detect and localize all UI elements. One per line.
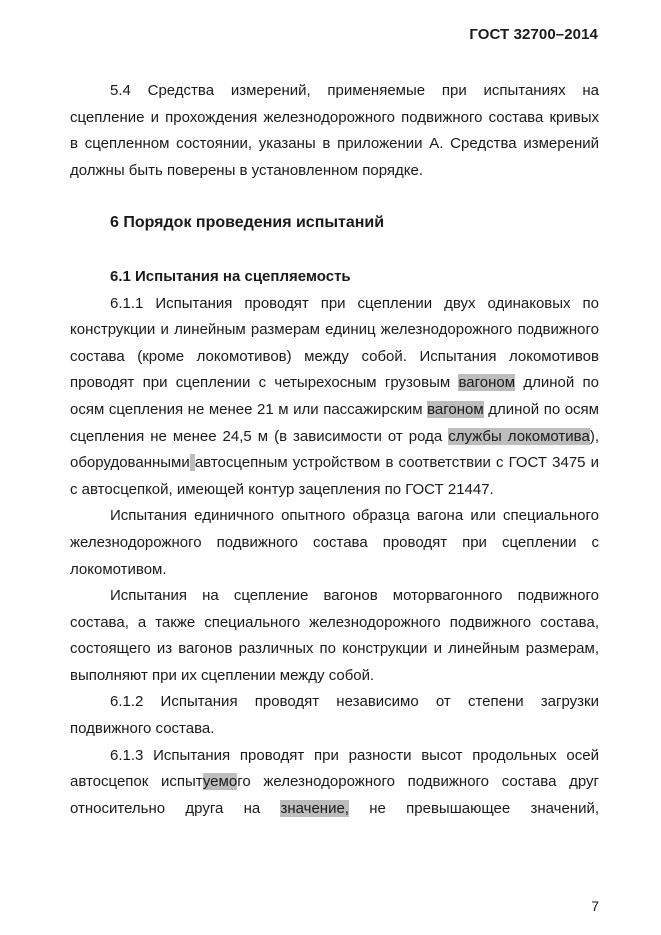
page-number: 7	[591, 898, 599, 914]
text-run: го железнодорожного подвижного состава друг относительно друга на	[70, 773, 600, 817]
highlighted-term: уемо	[202, 773, 238, 791]
text-run: ), оборудованными	[70, 427, 599, 472]
text-run: автосцепным устройством в соответствии с ГОСТ 3475 и с автосцепкой, имеющей контур зацепления по ГОСТ 21447.	[70, 454, 599, 498]
paragraph-mvps: Испытания на сцепление вагонов моторвагонного подвижного состава, а также специального железнодорожного подвижного состава, состоящего из вагонов различных по конструкции и линейным размерам, выполняют при их сцеплении между собой.	[70, 587, 599, 684]
paragraph-6-1-1	[70, 291, 599, 504]
paragraph-6-1-3	[70, 743, 599, 823]
body-text	[70, 78, 599, 822]
highlighted-term: службы локомотива	[448, 427, 590, 445]
text-run: 6.1.1 Испытания проводят при сцеплении двух одинаковых по конструкции и линейным размерам единиц железнодорожного подвижного состава (кроме локомотивов) между собой. Испытания локомотивов проводят при сцеплении с четырехосным грузовым	[70, 294, 599, 392]
subsection-6-1-heading: 6.1 Испытания на сцепляемость	[110, 267, 351, 285]
paragraph-5-4: 5.4 Средства измерений, применяемые при испытаниях на сцепление и прохождения железнодорожного подвижного состава кривых в сцепленном состоянии, указаны в приложении А. Средства измерений должны быть поверены в установленном порядке.	[70, 82, 599, 179]
doc-header: ГОСТ 32700–2014	[469, 26, 598, 43]
text-run: длиной по осям сцепления не менее 21 м или пассажирским	[70, 374, 599, 418]
text-run: длиной по осям сцепления не менее 24,5 м (в зависимости от рода	[70, 400, 599, 445]
paragraph-6-1-2: 6.1.2 Испытания проводят независимо от степени загрузки подвижного состава.	[70, 693, 599, 738]
text-run: 6.1.3 Испытания проводят при разности высот продольных осей автосцепок испыт	[70, 746, 599, 791]
highlighted-term: значение,	[280, 799, 349, 817]
highlighted-term: вагоном	[458, 374, 516, 392]
section-6-heading: 6 Порядок проведения испытаний	[110, 214, 385, 232]
text-run: не превышающее значений,	[348, 799, 599, 817]
highlighted-term: вагоном	[427, 400, 484, 418]
paragraph-single-prototype: Испытания единичного опытного образца вагона или специального железнодорожного подвижного состава проводят при сцеплении с локомотивом.	[70, 507, 599, 578]
